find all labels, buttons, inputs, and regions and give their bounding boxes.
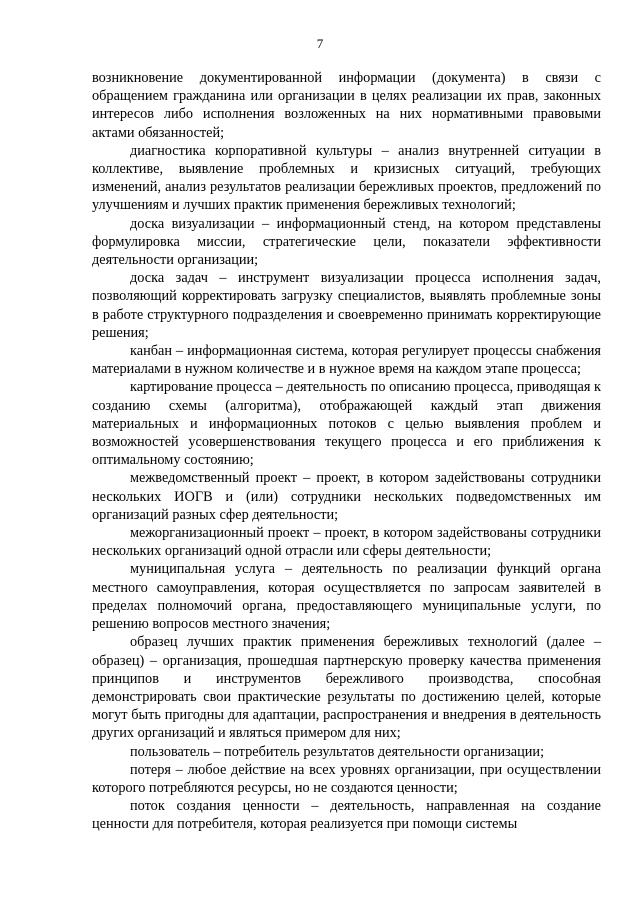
paragraph-interdepartmental-project: межведомственный проект – проект, в котором задействованы сотрудники нескольких ИОГВ и (или) сотрудники нескольких подведомственных им организаций разных сфер деятельности; bbox=[92, 470, 601, 523]
paragraph-loss: потеря – любое действие на всех уровнях организации, при осуществлении которого потребляются ресурсы, но не создаются ценности; bbox=[92, 761, 601, 796]
paragraph-task-board: доска задач – инструмент визуализации процесса исполнения задач, позволяющий корректировать загрузку специалистов, выявлять проблемные зоны в работе структурного подразделения и своевременно принимать корректирующие решения; bbox=[92, 270, 601, 341]
paragraph-interorganizational-project: межорганизационный проект – проект, в котором задействованы сотрудники нескольких организаций одной отрасли или сферы деятельности; bbox=[92, 525, 601, 560]
paragraph-value-stream: поток создания ценности – деятельность, направленная на создание ценности для потребителя, которая реализуется при помощи системы bbox=[92, 798, 601, 833]
paragraph-kanban: канбан – информационная система, которая регулирует процессы снабжения материалами в нужном количестве и в нужное время на каждом этапе процесса; bbox=[92, 343, 601, 378]
page-number: 7 bbox=[316, 36, 324, 51]
paragraph-municipal-service: муниципальная услуга – деятельность по реализации функций органа местного самоуправления, которая осуществляется по запросам заявителей в пределах полномочий органа, предоставляющего муниципальные услуги, по решению вопросов местного значения; bbox=[92, 561, 601, 633]
paragraph-corporate-culture-diagnostics: диагностика корпоративной культуры – анализ внутренней ситуации в коллективе, выявление проблемных и кризисных ситуаций, требующих изменений, анализ результатов реализации бережливых проектов, предложений по улучшениям и лучших практик применения бережливых технологий; bbox=[92, 142, 601, 214]
document-body bbox=[92, 69, 601, 834]
paragraph-process-mapping: картирование процесса – деятельность по описанию процесса, приводящая к созданию схемы (алгоритма), отображающей каждый этап движения материальных и информационных потоков с целью выявления проблем и возможностей усовершенствования текущего процесса и его приближения к оптимальному состоянию; bbox=[92, 379, 601, 469]
paragraph-document-continuation: возникновение документированной информации (документа) в связи с обращением гражданина или организации в целях реализации их прав, законных интересов либо исполнения возложенных на них нормативными правовыми актами обязанностей; bbox=[92, 70, 601, 141]
paragraph-visualization-board: доска визуализации – информационный стенд, на котором представлены формулировка миссии, стратегические цели, показатели эффективности деятельности организации; bbox=[92, 215, 601, 269]
paragraph-best-practice-sample: образец лучших практик применения бережливых технологий (далее – образец) – организация, прошедшая партнерскую проверку качества применения принципов и инструментов бережливого производства, способная демонстрировать свои практические результаты по достижению целей, которые могут быть пригодны для адаптации, распространения и внедрения в деятельность других организаций и являться примером для них; bbox=[92, 634, 601, 742]
paragraph-user: пользователь – потребитель результатов деятельности организации; bbox=[130, 743, 545, 760]
